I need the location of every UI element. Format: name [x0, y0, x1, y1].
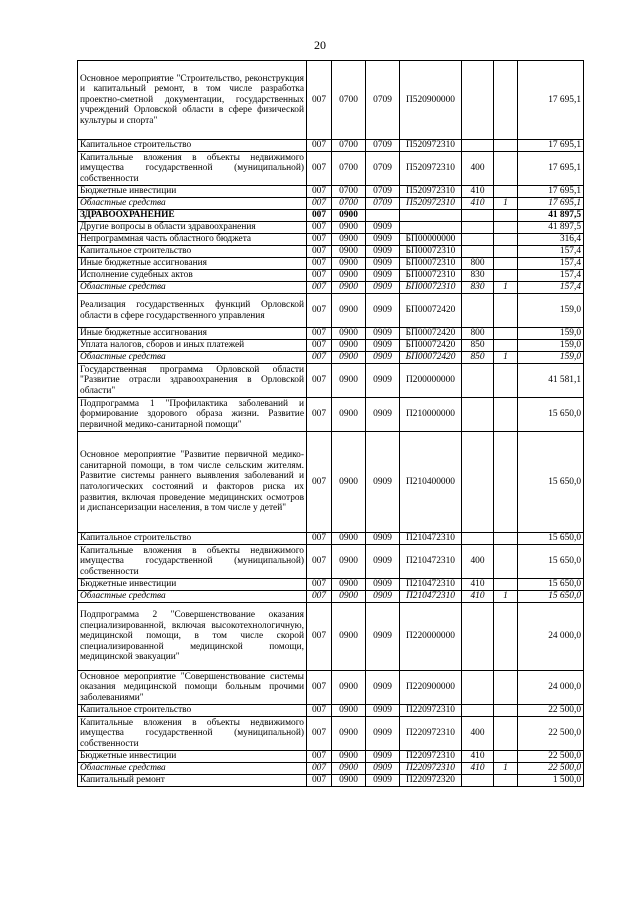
ministry-code-cell: 007 [307, 198, 332, 210]
subsection-code-cell: 0709 [366, 198, 400, 210]
row-name-cell: Капитальные вложения в объекты недвижимого имущества государственной (муниципальной) собственности [78, 545, 307, 579]
amount-cell: 41 581,1 [518, 364, 584, 398]
expense-type-cell: 850 [462, 340, 494, 352]
expense-type-cell: 400 [462, 152, 494, 186]
expense-type-cell: 410 [462, 198, 494, 210]
target-article-cell: БП00072310 [400, 258, 462, 270]
section-code-cell: 0900 [332, 352, 366, 364]
amount-cell: 24 000,0 [518, 671, 584, 705]
target-article-cell: П520972310 [400, 152, 462, 186]
subsection-code-cell: 0909 [366, 705, 400, 717]
expense-type-cell: 410 [462, 751, 494, 763]
row-name-cell: Капитальное строительство [78, 246, 307, 258]
funding-source-cell [494, 61, 518, 140]
table-row [78, 222, 584, 234]
ministry-code-cell: 007 [307, 398, 332, 432]
row-name-cell: Капитальное строительство [78, 533, 307, 545]
subsection-code-cell: 0909 [366, 222, 400, 234]
table-row [78, 603, 584, 671]
section-code-cell: 0900 [332, 717, 366, 751]
target-article-cell [400, 222, 462, 234]
expense-type-cell: 800 [462, 328, 494, 340]
target-article-cell: П220972310 [400, 763, 462, 775]
amount-cell: 41 897,5 [518, 222, 584, 234]
amount-cell: 22 500,0 [518, 763, 584, 775]
row-name-cell: Основное мероприятие "Строительство, реконструкция и капитальный ремонт, в том числе разработка проектно-сметной документации, государственных учреждений Орловской области в сфере физической культуры и спорта" [78, 61, 307, 140]
amount-cell: 24 000,0 [518, 603, 584, 671]
amount-cell: 157,4 [518, 258, 584, 270]
target-article-cell: П520900000 [400, 61, 462, 140]
amount-cell: 159,0 [518, 328, 584, 340]
row-name-cell: Капитальные вложения в объекты недвижимого имущества государственной (муниципальной) собственности [78, 717, 307, 751]
subsection-code-cell: 0909 [366, 591, 400, 603]
section-code-cell: 0900 [332, 398, 366, 432]
target-article-cell: БП00072310 [400, 282, 462, 294]
target-article-cell: П210472310 [400, 591, 462, 603]
subsection-code-cell: 0909 [366, 579, 400, 591]
expense-type-cell [462, 210, 494, 222]
target-article-cell: БП00072420 [400, 328, 462, 340]
subsection-code-cell: 0909 [366, 775, 400, 787]
subsection-code-cell: 0909 [366, 352, 400, 364]
target-article-cell: П520972310 [400, 198, 462, 210]
budget-table-body [78, 61, 584, 787]
expense-type-cell [462, 533, 494, 545]
row-name-cell: Непрограммная часть областного бюджета [78, 234, 307, 246]
expense-type-cell: 410 [462, 579, 494, 591]
section-code-cell: 0900 [332, 294, 366, 328]
amount-cell: 157,4 [518, 270, 584, 282]
ministry-code-cell: 007 [307, 603, 332, 671]
funding-source-cell [494, 152, 518, 186]
ministry-code-cell: 007 [307, 246, 332, 258]
funding-source-cell [494, 432, 518, 533]
subsection-code-cell: 0709 [366, 61, 400, 140]
expense-type-cell [462, 61, 494, 140]
amount-cell: 159,0 [518, 340, 584, 352]
expense-type-cell: 850 [462, 352, 494, 364]
subsection-code-cell: 0909 [366, 328, 400, 340]
section-code-cell: 0900 [332, 603, 366, 671]
table-row [78, 140, 584, 152]
amount-cell: 17 695,1 [518, 198, 584, 210]
funding-source-cell [494, 717, 518, 751]
target-article-cell: БП00072420 [400, 340, 462, 352]
target-article-cell: БП00072310 [400, 246, 462, 258]
ministry-code-cell: 007 [307, 533, 332, 545]
amount-cell: 15 650,0 [518, 533, 584, 545]
amount-cell: 1 500,0 [518, 775, 584, 787]
table-row [78, 328, 584, 340]
expense-type-cell [462, 294, 494, 328]
funding-source-cell [494, 258, 518, 270]
row-name-cell: Основное мероприятие "Развитие первичной медико-санитарной помощи, в том числе сельским жителям. Развитие системы раннего выявления заболеваний и патологических состояний и факторов риска их развития, включая проведение медицинских осмотров и диспансеризации населения, в том числе у детей" [78, 432, 307, 533]
expense-type-cell: 410 [462, 591, 494, 603]
subsection-code-cell: 0709 [366, 140, 400, 152]
section-code-cell: 0700 [332, 61, 366, 140]
funding-source-cell [494, 234, 518, 246]
table-row [78, 258, 584, 270]
row-name-cell: Областные средства [78, 763, 307, 775]
target-article-cell: П210472310 [400, 579, 462, 591]
funding-source-cell: 1 [494, 352, 518, 364]
target-article-cell: П220972310 [400, 717, 462, 751]
funding-source-cell: 1 [494, 763, 518, 775]
funding-source-cell [494, 294, 518, 328]
expense-type-cell [462, 222, 494, 234]
expense-type-cell: 410 [462, 186, 494, 198]
target-article-cell: П220900000 [400, 671, 462, 705]
section-code-cell: 0900 [332, 270, 366, 282]
funding-source-cell [494, 328, 518, 340]
row-name-cell: Областные средства [78, 591, 307, 603]
budget-table [77, 60, 584, 787]
ministry-code-cell: 007 [307, 717, 332, 751]
amount-cell: 316,4 [518, 234, 584, 246]
amount-cell: 41 897,5 [518, 210, 584, 222]
row-name-cell: Областные средства [78, 282, 307, 294]
target-article-cell: П220972320 [400, 775, 462, 787]
table-row [78, 152, 584, 186]
amount-cell: 22 500,0 [518, 705, 584, 717]
row-name-cell: Областные средства [78, 352, 307, 364]
table-row [78, 763, 584, 775]
funding-source-cell [494, 186, 518, 198]
subsection-code-cell: 0909 [366, 533, 400, 545]
section-code-cell: 0700 [332, 140, 366, 152]
subsection-code-cell: 0909 [366, 234, 400, 246]
row-name-cell: Другие вопросы в области здравоохранения [78, 222, 307, 234]
subsection-code-cell: 0909 [366, 545, 400, 579]
amount-cell: 17 695,1 [518, 152, 584, 186]
table-row [78, 294, 584, 328]
section-code-cell: 0900 [332, 340, 366, 352]
subsection-code-cell: 0909 [366, 432, 400, 533]
table-row [78, 432, 584, 533]
amount-cell: 157,4 [518, 246, 584, 258]
ministry-code-cell: 007 [307, 432, 332, 533]
funding-source-cell [494, 775, 518, 787]
table-row [78, 246, 584, 258]
ministry-code-cell: 007 [307, 258, 332, 270]
row-name-cell: ЗДРАВООХРАНЕНИЕ [78, 210, 307, 222]
target-article-cell: БП00072310 [400, 270, 462, 282]
subsection-code-cell: 0909 [366, 671, 400, 705]
funding-source-cell [494, 140, 518, 152]
funding-source-cell [494, 533, 518, 545]
section-code-cell: 0700 [332, 152, 366, 186]
target-article-cell [400, 210, 462, 222]
table-row [78, 671, 584, 705]
ministry-code-cell: 007 [307, 328, 332, 340]
table-row [78, 61, 584, 140]
row-name-cell: Капитальное строительство [78, 705, 307, 717]
table-row [78, 270, 584, 282]
subsection-code-cell: 0909 [366, 282, 400, 294]
section-code-cell: 0900 [332, 432, 366, 533]
table-row [78, 198, 584, 210]
target-article-cell: П210472310 [400, 545, 462, 579]
subsection-code-cell: 0909 [366, 398, 400, 432]
subsection-code-cell: 0909 [366, 270, 400, 282]
expense-type-cell [462, 775, 494, 787]
subsection-code-cell: 0909 [366, 246, 400, 258]
table-row [78, 234, 584, 246]
table-row [78, 705, 584, 717]
section-code-cell: 0900 [332, 591, 366, 603]
amount-cell: 15 650,0 [518, 432, 584, 533]
table-row [78, 533, 584, 545]
amount-cell: 15 650,0 [518, 579, 584, 591]
section-code-cell: 0900 [332, 579, 366, 591]
section-code-cell: 0900 [332, 222, 366, 234]
target-article-cell: П210472310 [400, 533, 462, 545]
ministry-code-cell: 007 [307, 152, 332, 186]
ministry-code-cell: 007 [307, 545, 332, 579]
row-name-cell: Основное мероприятие "Совершенствование системы оказания медицинской помощи больным прочими заболеваниями" [78, 671, 307, 705]
funding-source-cell [494, 364, 518, 398]
amount-cell: 157,4 [518, 282, 584, 294]
funding-source-cell [494, 671, 518, 705]
table-row [78, 717, 584, 751]
table-row [78, 282, 584, 294]
funding-source-cell: 1 [494, 198, 518, 210]
subsection-code-cell: 0709 [366, 152, 400, 186]
section-code-cell: 0900 [332, 364, 366, 398]
ministry-code-cell: 007 [307, 352, 332, 364]
amount-cell: 22 500,0 [518, 751, 584, 763]
row-name-cell: Капитальные вложения в объекты недвижимого имущества государственной (муниципальной) собственности [78, 152, 307, 186]
funding-source-cell [494, 603, 518, 671]
funding-source-cell [494, 398, 518, 432]
section-code-cell: 0900 [332, 234, 366, 246]
section-code-cell: 0900 [332, 763, 366, 775]
ministry-code-cell: 007 [307, 591, 332, 603]
row-name-cell: Иные бюджетные ассигнования [78, 328, 307, 340]
ministry-code-cell: 007 [307, 282, 332, 294]
table-row [78, 352, 584, 364]
row-name-cell: Подпрограмма 2 "Совершенствование оказания специализированной, включая высокотехнологичную, медицинской помощи, в том числе скорой специализированной медицинской помощи, медицинской эвакуации" [78, 603, 307, 671]
table-row [78, 340, 584, 352]
expense-type-cell: 400 [462, 545, 494, 579]
ministry-code-cell: 007 [307, 751, 332, 763]
target-article-cell: П220972310 [400, 751, 462, 763]
funding-source-cell [494, 222, 518, 234]
section-code-cell: 0900 [332, 705, 366, 717]
row-name-cell: Реализация государственных функций Орловской области в сфере государственного управления [78, 294, 307, 328]
section-code-cell: 0900 [332, 258, 366, 270]
ministry-code-cell: 007 [307, 61, 332, 140]
page-number: 20 [314, 38, 326, 52]
funding-source-cell: 1 [494, 591, 518, 603]
amount-cell: 15 650,0 [518, 545, 584, 579]
ministry-code-cell: 007 [307, 270, 332, 282]
funding-source-cell [494, 545, 518, 579]
ministry-code-cell: 007 [307, 579, 332, 591]
ministry-code-cell: 007 [307, 364, 332, 398]
expense-type-cell: 400 [462, 717, 494, 751]
target-article-cell: БП00000000 [400, 234, 462, 246]
expense-type-cell [462, 364, 494, 398]
ministry-code-cell: 007 [307, 222, 332, 234]
ministry-code-cell: 007 [307, 234, 332, 246]
ministry-code-cell: 007 [307, 775, 332, 787]
section-code-cell: 0900 [332, 328, 366, 340]
expense-type-cell: 410 [462, 763, 494, 775]
ministry-code-cell: 007 [307, 340, 332, 352]
row-name-cell: Государственная программа Орловской области "Развитие отрасли здравоохранения в Орловской области" [78, 364, 307, 398]
target-article-cell: БП00072420 [400, 294, 462, 328]
target-article-cell: П520972310 [400, 140, 462, 152]
amount-cell: 15 650,0 [518, 591, 584, 603]
expense-type-cell [462, 671, 494, 705]
target-article-cell: П210400000 [400, 432, 462, 533]
funding-source-cell [494, 340, 518, 352]
table-row [78, 579, 584, 591]
section-code-cell: 0700 [332, 186, 366, 198]
funding-source-cell [494, 210, 518, 222]
funding-source-cell: 1 [494, 282, 518, 294]
ministry-code-cell: 007 [307, 763, 332, 775]
section-code-cell: 0700 [332, 198, 366, 210]
amount-cell: 159,0 [518, 352, 584, 364]
ministry-code-cell: 007 [307, 294, 332, 328]
table-row [78, 210, 584, 222]
subsection-code-cell: 0909 [366, 364, 400, 398]
expense-type-cell [462, 398, 494, 432]
target-article-cell: П220000000 [400, 603, 462, 671]
row-name-cell: Капитальное строительство [78, 140, 307, 152]
subsection-code-cell: 0909 [366, 340, 400, 352]
target-article-cell: П520972310 [400, 186, 462, 198]
table-row [78, 186, 584, 198]
row-name-cell: Подпрограмма 1 "Профилактика заболеваний и формирование здорового образа жизни. Развитие первичной медико-санитарной помощи" [78, 398, 307, 432]
funding-source-cell [494, 751, 518, 763]
section-code-cell: 0900 [332, 671, 366, 705]
amount-cell: 22 500,0 [518, 717, 584, 751]
expense-type-cell: 800 [462, 258, 494, 270]
expense-type-cell [462, 246, 494, 258]
row-name-cell: Бюджетные инвестиции [78, 186, 307, 198]
target-article-cell: П200000000 [400, 364, 462, 398]
ministry-code-cell: 007 [307, 671, 332, 705]
ministry-code-cell: 007 [307, 210, 332, 222]
amount-cell: 159,0 [518, 294, 584, 328]
funding-source-cell [494, 246, 518, 258]
expense-type-cell [462, 140, 494, 152]
row-name-cell: Исполнение судебных актов [78, 270, 307, 282]
expense-type-cell [462, 603, 494, 671]
expense-type-cell [462, 432, 494, 533]
amount-cell: 17 695,1 [518, 186, 584, 198]
funding-source-cell [494, 579, 518, 591]
table-row [78, 751, 584, 763]
section-code-cell: 0900 [332, 751, 366, 763]
table-row [78, 364, 584, 398]
target-article-cell: П210000000 [400, 398, 462, 432]
ministry-code-cell: 007 [307, 140, 332, 152]
table-row [78, 398, 584, 432]
table-row [78, 775, 584, 787]
subsection-code-cell: 0709 [366, 186, 400, 198]
funding-source-cell [494, 705, 518, 717]
amount-cell: 17 695,1 [518, 140, 584, 152]
row-name-cell: Уплата налогов, сборов и иных платежей [78, 340, 307, 352]
funding-source-cell [494, 270, 518, 282]
subsection-code-cell: 0909 [366, 258, 400, 270]
section-code-cell: 0900 [332, 210, 366, 222]
row-name-cell: Иные бюджетные ассигнования [78, 258, 307, 270]
row-name-cell: Бюджетные инвестиции [78, 579, 307, 591]
subsection-code-cell: 0909 [366, 603, 400, 671]
expense-type-cell: 830 [462, 270, 494, 282]
row-name-cell: Капитальный ремонт [78, 775, 307, 787]
amount-cell: 17 695,1 [518, 61, 584, 140]
section-code-cell: 0900 [332, 282, 366, 294]
subsection-code-cell: 0909 [366, 717, 400, 751]
section-code-cell: 0900 [332, 545, 366, 579]
expense-type-cell [462, 234, 494, 246]
row-name-cell: Бюджетные инвестиции [78, 751, 307, 763]
section-code-cell: 0900 [332, 775, 366, 787]
section-code-cell: 0900 [332, 533, 366, 545]
amount-cell: 15 650,0 [518, 398, 584, 432]
ministry-code-cell: 007 [307, 705, 332, 717]
target-article-cell: П220972310 [400, 705, 462, 717]
row-name-cell: Областные средства [78, 198, 307, 210]
expense-type-cell: 830 [462, 282, 494, 294]
subsection-code-cell: 0909 [366, 763, 400, 775]
subsection-code-cell [366, 210, 400, 222]
target-article-cell: БП00072420 [400, 352, 462, 364]
expense-type-cell [462, 705, 494, 717]
table-row [78, 545, 584, 579]
subsection-code-cell: 0909 [366, 751, 400, 763]
subsection-code-cell: 0909 [366, 294, 400, 328]
section-code-cell: 0900 [332, 246, 366, 258]
table-row [78, 591, 584, 603]
ministry-code-cell: 007 [307, 186, 332, 198]
